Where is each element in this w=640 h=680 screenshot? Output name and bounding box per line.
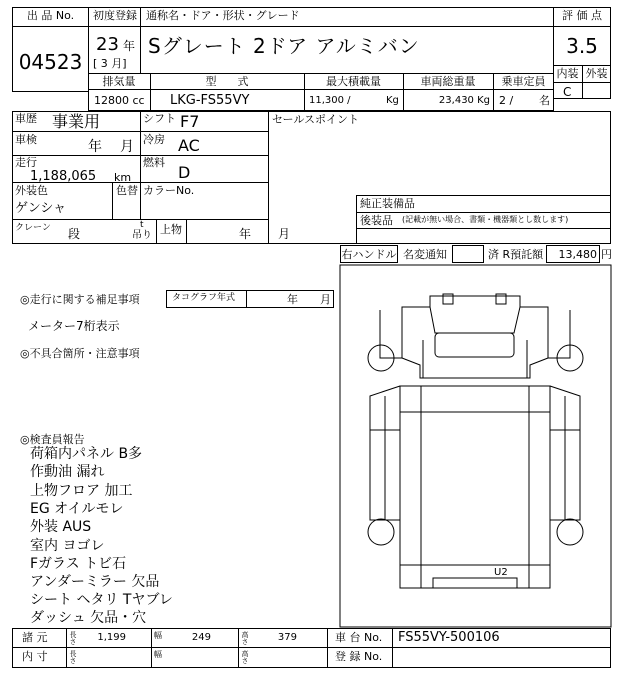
shift-label: シフト xyxy=(143,112,176,125)
inspection-month: 月 xyxy=(120,139,134,155)
length-value: 1,199 xyxy=(97,632,126,643)
divider xyxy=(66,628,67,668)
notice-label: 名変通知 xyxy=(403,248,447,261)
crane-label: クレーン xyxy=(15,223,51,233)
upper-year: 年 xyxy=(239,227,252,241)
shift-value: F7 xyxy=(180,112,200,131)
exterior-color-label: 外装色 xyxy=(15,184,48,197)
interior-grade: C xyxy=(563,85,572,99)
length-label: 長さ xyxy=(69,631,77,645)
width-value: 249 xyxy=(191,632,211,643)
vehicle-name: Sグレート 2ドア アルミバン xyxy=(148,34,420,58)
history-value: 事業用 xyxy=(52,112,101,131)
inspection-year: 年 xyxy=(88,139,102,155)
first-reg-year: 23 xyxy=(96,34,119,55)
tacho-year: 年 xyxy=(287,293,298,306)
cab-sides xyxy=(402,358,548,378)
max-load-unit: Kg xyxy=(386,95,399,106)
rhd-label: 右ハンドル xyxy=(341,248,397,261)
color-no-label: 色替 xyxy=(116,184,138,197)
inspector-item: シート ヘタリ Tヤブレ xyxy=(30,592,173,608)
inspector-item: 室内 ヨゴレ xyxy=(30,538,105,554)
crane-t: t xyxy=(140,220,144,230)
crane-stage: 段 xyxy=(68,227,81,241)
exterior-color: ゲンシャ xyxy=(15,201,67,216)
divider xyxy=(392,628,393,668)
cab-roof xyxy=(430,307,520,333)
inspector-item: 上物フロア 加工 xyxy=(30,483,133,499)
divider xyxy=(238,628,239,668)
fuel-value: D xyxy=(178,163,191,182)
cargo-box xyxy=(400,386,550,588)
wheel-rear-right xyxy=(557,519,583,545)
capacity-value: 2 / xyxy=(499,94,514,107)
inner-label: 内 寸 xyxy=(22,650,48,663)
chassis-value: FS55VY-500106 xyxy=(398,630,500,645)
gross-weight-label: 車両総重量 xyxy=(420,75,476,88)
aftermarket-note: (記載が無い場合、書類・機器類とし数します) xyxy=(402,215,569,224)
dims-label: 諸 元 xyxy=(22,631,48,644)
model-code: LKG-FS55VY xyxy=(170,93,250,108)
model-label: 型 式 xyxy=(205,75,249,88)
divider xyxy=(327,628,328,668)
lot-label: 出 品 No. xyxy=(26,9,75,22)
crane-hang: 吊り xyxy=(132,230,152,241)
grade-label: 評 価 点 xyxy=(562,9,602,22)
inspector-item: EG オイルモレ xyxy=(30,501,124,517)
name-label: 通称名・ドア・形状・グレード xyxy=(146,9,300,22)
tacho-month: 月 xyxy=(320,293,331,306)
divider xyxy=(12,647,611,648)
inspector-item: Fガラス トビ石 xyxy=(30,556,127,572)
max-load-value: 11,300 / xyxy=(309,95,351,106)
height-value: 379 xyxy=(277,632,297,643)
refund-value: 13,480 xyxy=(558,248,597,261)
cab-outline xyxy=(380,296,570,358)
chassis-label: 車 台 No. xyxy=(335,631,383,644)
grade-value: 3.5 xyxy=(566,34,598,58)
windshield xyxy=(435,333,514,357)
capacity-label: 乗車定員 xyxy=(501,75,546,88)
history-label: 車歴 xyxy=(15,112,37,125)
diagram-mark: U2 xyxy=(494,567,508,578)
genuine-label: 純正装備品 xyxy=(360,197,415,210)
inner-width-label: 幅 xyxy=(154,650,162,659)
mileage-label: 走行 xyxy=(15,156,37,169)
first-reg-month: [ 3 月] xyxy=(93,57,127,70)
meter-note: メーター7桁表示 xyxy=(28,319,120,333)
lot-number: 04523 xyxy=(18,50,83,74)
refund-unit: 円 xyxy=(601,248,612,261)
inspector-label: ◎検査員報告 xyxy=(20,433,85,446)
inspector-item: 作動油 漏れ xyxy=(30,464,105,480)
capacity-unit: 名 xyxy=(539,94,550,107)
inspector-item: アンダーミラー 欠品 xyxy=(30,574,160,590)
refund-label: 済 R預託額 xyxy=(488,248,544,261)
interior-label: 内装 xyxy=(556,67,579,80)
upper-month: 月 xyxy=(278,227,291,241)
color-code-label: カラーNo. xyxy=(143,184,195,197)
fuel-label: 燃料 xyxy=(143,156,165,169)
wheel-rear-left xyxy=(368,519,394,545)
first-reg-year-unit: 年 xyxy=(123,39,136,53)
ac-label: 冷房 xyxy=(143,133,165,146)
sales-point-label: セールスポイント xyxy=(272,113,360,126)
mileage-value: 1,188,065 xyxy=(30,169,97,184)
exterior-label: 外装 xyxy=(585,67,608,80)
rear-gate xyxy=(433,578,517,588)
displacement-value: 12800 cc xyxy=(94,94,145,107)
inner-height-label: 高さ xyxy=(241,650,249,664)
tachograph-label: タコグラフ年式 xyxy=(172,293,236,303)
aftermarket-label: 後装品 xyxy=(360,214,393,227)
height-label: 高さ xyxy=(241,631,249,645)
registration-label: 登 録 No. xyxy=(335,650,383,663)
defects-label: ◎不具合箇所・注意事項 xyxy=(20,347,140,360)
width-label: 幅 xyxy=(154,631,162,640)
inspector-item: 外装 AUS xyxy=(30,519,92,535)
inner-length-label: 長さ xyxy=(69,650,77,664)
first-reg-label: 初度登録 xyxy=(93,9,137,22)
inspector-item: 荷箱内パネル B多 xyxy=(30,446,143,462)
inspection-label: 車検 xyxy=(15,133,37,146)
mileage-notes-label: ◎走行に関する補足事項 xyxy=(20,293,140,306)
upper-label: 上物 xyxy=(160,223,182,236)
divider xyxy=(151,628,152,668)
max-load-label: 最大積載量 xyxy=(326,75,381,88)
ac-value: AC xyxy=(178,136,200,155)
inspector-item: ダッシュ 欠品・穴 xyxy=(30,610,147,626)
mileage-unit: km xyxy=(114,171,132,184)
gross-weight-value: 23,430 Kg xyxy=(438,95,490,106)
displacement-label: 排気量 xyxy=(102,75,136,88)
